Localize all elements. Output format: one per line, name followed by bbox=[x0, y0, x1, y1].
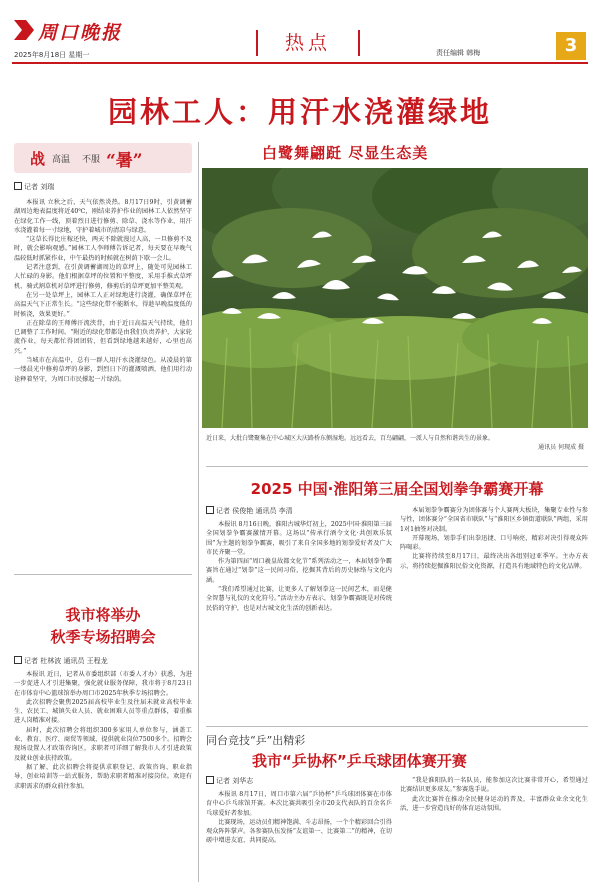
job-fair-headline-line1: 我市将举办 bbox=[65, 606, 141, 624]
editor-credit: 责任编辑 韩梅 bbox=[436, 49, 481, 57]
pingpong-story-col1 bbox=[206, 776, 392, 884]
paragraph: “这草长得比庄稼还快，两天不除就漫过人高，一旦修剪不及时，就会影响观感。”园林工人李师傅告诉记者，每天要在早晚气温较低时抓紧作业，中午最热的时候就在树荫下歇一会儿。 bbox=[14, 236, 192, 262]
logo-text: 周口晚报 bbox=[38, 22, 123, 44]
byline-square-icon bbox=[206, 506, 214, 514]
egret-wetland-image bbox=[202, 168, 588, 428]
pingpong-kicker: 同台竞技“乒”出精彩 bbox=[206, 734, 306, 747]
masthead-rule bbox=[12, 62, 588, 64]
paragraph: 作为第四届“周口羲皇故都文化节”系列活动之一，本届划拳争霸赛旨在通过“划拳”这一民间习俗，挖掘其背后的历史脉络与文化内涵。 bbox=[206, 558, 392, 584]
badge-part-2: 高温 bbox=[52, 155, 71, 165]
paragraph: “我是淮阳队的一名队员，能参加这次比赛非常开心，希望通过比赛结识更多球友。”参赛选手说。 bbox=[400, 777, 588, 794]
column-divider bbox=[198, 142, 199, 882]
egret-photo bbox=[202, 168, 588, 428]
photo-credit: 通讯员 何现成 摄 bbox=[538, 444, 584, 451]
caption-text: 近日来，大批白鹭聚集在中心城区大庆路桥东侧湿地。远远看去，百鸟翩翩，一派人与自然和谐共生的景象。 bbox=[206, 435, 495, 442]
paragraph: 在另一处草坪上，园林工人正对绿地进行浇灌，确保草坪在高温天气下正常生长。“这些绿化带不能断水，得趁早晚温度低的时候浇，效果更好。” bbox=[14, 291, 192, 318]
paragraph: 本报讯 8月16日晚，淮阳古城华灯初上，2025中国·淮阳第三届全国划拳争霸赛激情开幕。这场以“传承行酒令文化·共创欢乐氛围”为主题的划拳争霸赛，吸引了来自全国多地的划拳爱好者及广大市民齐聚一堂。 bbox=[206, 521, 392, 556]
section-divider bbox=[206, 726, 588, 727]
section-divider bbox=[14, 574, 192, 575]
job-fair-byline: 记者 杜林波 通讯员 王程龙 bbox=[14, 656, 192, 666]
section-divider bbox=[206, 466, 588, 467]
newspaper-logo bbox=[14, 18, 144, 42]
pingpong-story-col2 bbox=[400, 776, 588, 884]
paragraph: 据了解，此次招聘会将提供求职登记、政策咨询、职业指导、创业培训等一站式服务，帮助求职者精准对接岗位。欢迎有求职需求的群众前往参加。 bbox=[14, 763, 192, 790]
tourney-story-col1 bbox=[206, 506, 392, 722]
badge-part-3: 不服 bbox=[82, 155, 101, 165]
photo-title: 白鹭舞翩跹 尽显生态美 bbox=[262, 144, 429, 162]
main-headline: 园林工人：用汗水浇灌绿地 bbox=[107, 95, 492, 129]
main-story-body bbox=[14, 182, 192, 566]
pingpong-headline: 我市“乒协杯”乒乓球团体赛开赛 bbox=[252, 752, 467, 770]
paragraph: 届时，此次招聘会将组织300多家用人单位参与，涵盖工业、教育、医疗、商贸等领域，提供就业岗位7500多个。招聘会现场设置人才政策咨询区，求职者可详细了解我市人才引进政策及就业创业扶持政策。 bbox=[14, 726, 192, 762]
tourney-byline: 记者 侯俊艳 通讯员 李清 bbox=[206, 506, 392, 516]
issue-date: 2025年8月18日 星期一 bbox=[14, 51, 90, 59]
paragraph: “我们希望通过比赛，让更多人了解划拳这一民间艺术，而是健全智慧与礼仪的文化符号。”活动主办方表示，划拳争霸赛既是对传统民俗的守护，也是对古城文化生活的创新表达。 bbox=[206, 586, 392, 612]
main-story-byline: 记者 刘瑞 bbox=[14, 182, 192, 192]
byline-square-icon bbox=[14, 182, 22, 190]
pingpong-byline: 记者 刘华志 bbox=[206, 776, 392, 786]
byline-square-icon bbox=[14, 656, 22, 664]
paragraph: 此次招聘会聚焦2025届高校毕业生及往届未就业高校毕业生、农民工、城镇失业人员、就业困难人员等重点群体，着重推进人岗精准对接。 bbox=[14, 698, 192, 725]
paragraph: 本届划拳争霸赛分为团体赛与个人赛两大板块，集聚专业性与参与性，团体赛分“全国省市联队”与“淮阳区乡镇街道联队”两组，采用1对1抽签对决制。 bbox=[400, 507, 588, 533]
tourney-headline: 2025 中国·淮阳第三届全国划拳争霸赛开幕 bbox=[250, 480, 544, 498]
paragraph: 当城市在高温中，总有一群人用汗水浇灌绿色。从凌晨的第一缕晨光中修剪草坪的身影，到烈日下的灌溉喷洒，他们用行动诠释着坚守，为周口市民撑起一片绿荫。 bbox=[14, 357, 192, 383]
paragraph: 比赛将持续至8月17日，最终决出各组别冠亚季军。主办方表示，将持续挖掘淮阳民俗文化资源，打造具有地域特色的文化品牌。 bbox=[400, 553, 588, 570]
column-badge bbox=[14, 143, 192, 173]
logo-chevron-icon bbox=[14, 20, 34, 40]
paragraph: 本报讯 近日，记者从市委组织部（市委人才办）获悉，为进一步促进人才引进集聚，强化就业服务保障，我市将于8月23日在市体育中心篮球馆举办周口市2025年秋季专场招聘会。 bbox=[14, 671, 192, 697]
byline-square-icon bbox=[206, 776, 214, 784]
badge-part-4: “暑” bbox=[106, 151, 143, 171]
section-title: 热点 bbox=[256, 30, 360, 56]
masthead bbox=[0, 0, 600, 64]
page-number: 3 bbox=[556, 32, 586, 60]
paragraph: 此次比赛旨在推动全民健身运动的普及，丰富群众业余文化生活，进一步营造良好的体育运动氛围。 bbox=[400, 795, 588, 812]
paragraph: 比赛现场，运动员们精神饱满、斗志昂扬，一个个精彩回合引得观众阵阵掌声。各参赛队伍发扬“友谊第一、比赛第二”的精神，在切磋中增进友谊、共同提高。 bbox=[206, 818, 392, 845]
paragraph: 开幕现场，划拳手们出拳迅捷、口号响亮，精彩对决引得观众阵阵喝彩。 bbox=[400, 534, 588, 552]
paragraph: 本报讯 立秋之后，天气依然炎热。8月17日9时，引黄调蓄湖周边地表温度将近40℃，刚结束养护作业的园林工人依然坚守在绿化工作一线，顶着烈日进行修剪、除草、浇水等作业，用汗水浇灌着每一寸绿地，守护着城市的清凉与绿意。 bbox=[14, 199, 192, 234]
job-fair-headline bbox=[14, 604, 192, 648]
tourney-story-col2 bbox=[400, 506, 588, 722]
paragraph: 正在除草的王师傅汗流浃背，由于近日高温天气持续，他们已调整了工作时间。“附近的绿化带都是由我们负责养护，大家轮流作业，每天都忙得团团转，但看到绿地越来越好，心里也高兴。” bbox=[14, 319, 192, 355]
job-fair-body bbox=[14, 656, 192, 884]
paragraph: 本报讯 8月17日，周口市第六届“乒协杯”乒乓球团体赛在市体育中心乒乓球馆开赛。本次比赛共吸引全市20支代表队的百余名乒乓球爱好者参加。 bbox=[206, 791, 392, 817]
photo-caption bbox=[206, 434, 584, 452]
badge-part-1: 战 bbox=[30, 150, 46, 168]
job-fair-headline-line2: 秋季专场招聘会 bbox=[50, 628, 156, 646]
paragraph: 记者注意到，在引黄调蓄湖周边的草坪上，随处可见园林工人忙碌的身影。他们根据草坪的位置和平整度，采用手推式草坪机、骑式割草机对草坪进行修剪，修剪后的草坪更加平整美观。 bbox=[14, 264, 192, 290]
